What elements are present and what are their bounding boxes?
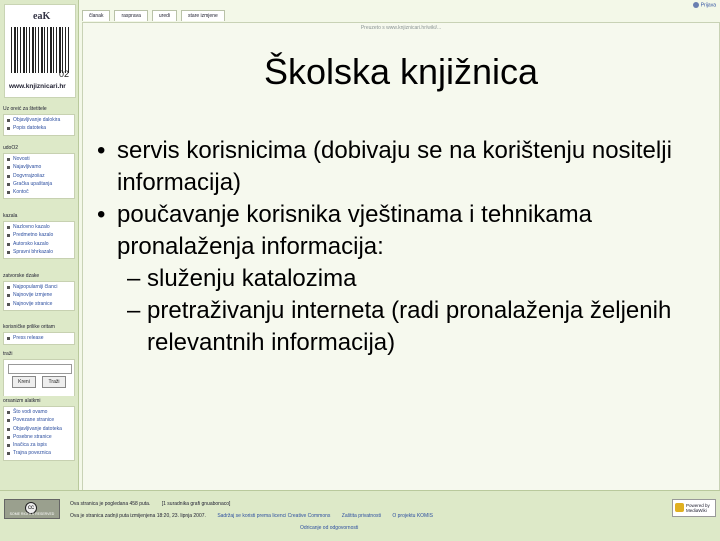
user-icon [693,2,699,8]
sidebar-section-news [0,143,78,199]
barcode-icon [11,27,69,73]
footer-line [70,513,650,519]
sidebar [0,0,79,490]
go-button[interactable]: Kreni [12,376,36,388]
sidebar-section-index [0,211,78,259]
tab-discussion[interactable]: rasprava [114,10,147,21]
bullet-list [97,135,707,359]
mediawiki-icon [675,503,684,512]
sidebar-item[interactable]: Popis datoteka [4,124,74,132]
footer-license-link[interactable]: Sadržaj se koristi prema licenci Creative Commons [217,513,331,519]
footer-line [300,525,500,531]
sidebar-item[interactable]: Press release [4,334,74,342]
sidebar-heading: Uz oreić za štetitele [0,104,78,114]
footer-contributors: [1 suradnika grafi gnuabonaco] [161,501,231,507]
sidebar-item[interactable]: Povezane stranice [4,416,74,424]
search-button[interactable]: Traži [42,376,66,388]
cc-icon: cc [25,502,37,514]
dash-icon: – [127,265,141,292]
sidebar-heading: orsanizm alatkmi [0,396,78,406]
footer-view-count: Ova stranica je pogledana 458 puta. [70,501,151,507]
dash-icon: – [127,297,141,324]
sidebar-section-popular [0,271,78,311]
sub-list-item [97,295,707,359]
footer-disclaimer-link[interactable]: Odricanje od odgovornosti [300,525,359,531]
tab-edit[interactable]: uredi [152,10,177,21]
page-tabs [82,10,225,22]
sidebar-item[interactable]: Gračka upaštanja [4,180,74,188]
list-item [97,199,707,263]
sidebar-heading: zatvorske dzake [0,271,78,281]
mediawiki-badge[interactable] [672,499,716,517]
sub-bullet-text: služenju katalozima [147,265,357,292]
sidebar-item[interactable]: Posebne stranice [4,433,74,441]
bullet-text: poučavanje korisnika vještinama i tehnikama pronalaženja informacija: [117,201,592,260]
sidebar-item[interactable]: Inačica za ispis [4,441,74,449]
sidebar-item[interactable]: Autorsko kazalo [4,240,74,248]
login-label: Prijava [700,2,716,9]
sidebar-item[interactable]: Novosti [4,155,74,163]
footer-privacy-link[interactable]: Zaštita privatnosti [341,513,381,519]
sidebar-item[interactable]: Kontoč [4,188,74,196]
sidebar-item[interactable]: Nazlovno kazalo [4,223,74,231]
search-input[interactable] [8,364,72,374]
sidebar-item[interactable]: Trajna poveznica [4,449,74,457]
sidebar-section-toolbox [0,396,78,461]
page-title: Školska knjižnica [263,51,539,92]
sidebar-heading: udoO2 [0,143,78,153]
sidebar-section-search [0,349,78,397]
mediawiki-badge-text: Powered by MediaWiki [686,503,710,513]
bullet-icon: • [97,201,106,228]
list-item [97,135,707,199]
sidebar-item[interactable]: Spravni bhrkazalo [4,248,74,256]
sidebar-heading: traži [0,349,78,359]
sidebar-item[interactable]: Najnovije izmjene [4,291,74,299]
sidebar-item[interactable]: Predmetno kazalo [4,231,74,239]
sidebar-item[interactable]: Dogvrrajzoiiaz [4,172,74,180]
sidebar-section-forum [0,104,78,136]
page-subtitle: Preuzeto s www.knjiznicari.hr/wiki/... [360,25,442,31]
footer-about-link[interactable]: O projektu KOMIS [392,513,433,519]
sidebar-item[interactable]: Objavljivanje datoteka [4,425,74,433]
sidebar-item[interactable]: Najnovije stranice [4,300,74,308]
sub-list-item [97,263,707,295]
sub-bullet-text: pretraživanju interneta (radi pronalaženja željenih relevantnih informacija) [147,297,672,356]
sidebar-item[interactable]: Najavljivamo [4,163,74,171]
bullet-text: servis korisnicima (dobivaju se na korištenju nositelji informacija) [117,137,672,196]
sidebar-section-press [0,322,78,345]
cc-badge-text: SOME RIGHTS RESERVED [9,512,55,516]
sidebar-heading: korisničke prilike oritam [0,322,78,332]
sidebar-item[interactable]: Objavljivanje dalokira [4,116,74,124]
login-link[interactable] [693,2,716,8]
tab-article[interactable]: članak [82,10,110,21]
bullet-icon: • [97,137,106,164]
sidebar-item[interactable]: Što vodi ovamo [4,408,74,416]
sidebar-item[interactable]: Najpopularniji članci [4,283,74,291]
logo-url: www.knjiznicari.hr [9,83,66,90]
main-content [82,22,720,492]
footer-line [70,501,650,507]
page-footer [0,490,720,541]
cc-license-badge[interactable] [4,499,60,519]
logo-brand: eaK [33,11,51,22]
tab-history[interactable]: stare izmjene [181,10,225,21]
footer-last-modified: Ova je stranica zadnji puta izmijenjena 18:20, 23. lipnja 2007. [70,513,206,519]
logo-number: 02 [58,69,69,79]
sidebar-heading: kazala [0,211,78,221]
site-logo[interactable] [4,4,76,98]
